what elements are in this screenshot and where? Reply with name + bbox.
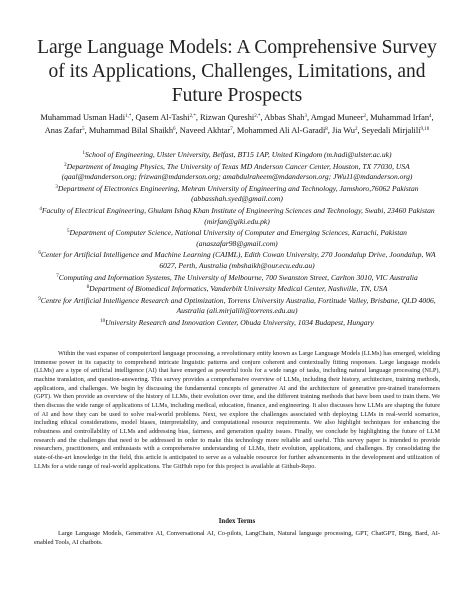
author-name: Anas Zafar: [44, 125, 83, 135]
affiliation: [30, 273, 444, 284]
author-affiliation-mark: 6: [173, 126, 176, 132]
index-terms: Large Language Models, Generative AI, Conversational AI, Co-pilots, LangChain, Natural language processing, GPT, ChatGPT, Bing, Bard, AI-enabled Tools, AI chatbots.: [34, 530, 440, 546]
affiliation: [30, 318, 444, 329]
affiliation: [30, 184, 444, 205]
author-name: Qasem Al-Tashi: [135, 113, 190, 122]
author-affiliation-mark: 1,*: [125, 114, 132, 119]
affiliation-number: 6: [38, 251, 41, 257]
affiliation-number: 10: [100, 318, 106, 324]
author-affiliation-mark: 2: [354, 126, 358, 132]
author: [362, 126, 430, 135]
author-name: Jia Wu: [331, 125, 355, 135]
affiliation-text: Department of Imaging Physics, The University of Texas MD Anderson Cancer Center, Houston, TX 77030, USA (qaal@mdanderson.org; frizwan@mdanderson.org; amabdulraheem@mdanderson.org; JWu11@mdanderson.org): [61, 161, 413, 182]
author-affiliation-mark: 2,*: [189, 114, 196, 119]
affiliation-text: Department of Biomedical Informatics, Vanderbilt University Medical Center, Nashville, TN, USA: [89, 284, 388, 294]
affiliation-number: 7: [56, 273, 59, 279]
title-line: Future Prospects: [171, 85, 303, 106]
affiliation-text: Center for Artificial Intelligence and Machine Learning (CAIML), Edith Cowan University, 270 Joondalup Drive, Joondalup, WA 6027, Perth, Australia (mbshaikh@our.ecu.edu.au): [40, 250, 436, 270]
author-affiliation-mark: 9,10: [420, 126, 430, 132]
affiliation-number: 4: [39, 206, 42, 212]
affiliation-text: Computing and Information Systems, The University of Melbourne, 700 Swanston Street, Carlton 3010, VIC Australia: [58, 272, 418, 282]
affiliation: [30, 296, 444, 317]
affiliation-text: School of Engineering, Ulster University, Belfast, BT15 1AP, United Kingdom (m.hadi@ulster.ac.uk): [84, 150, 392, 159]
author-affiliation-mark: 2,*: [254, 114, 261, 119]
affiliation: [30, 162, 444, 183]
affiliation: [30, 228, 444, 249]
author-name: Mohammed Ali Al-Garadi: [236, 125, 326, 135]
affiliation-number: 8: [86, 285, 90, 291]
author-name: Naveed Akhtar: [179, 125, 231, 135]
author-name: Amgad Muneer: [310, 113, 364, 122]
author: Rizwan Qureshi$^{2,*}$,: [200, 113, 263, 122]
author-name: Muhammad Bilal Shaikh: [88, 125, 174, 135]
affiliation-text: University Research and Innovation Center, Obuda University, 1034 Budapest, Hungary: [105, 317, 374, 327]
author-affiliation-mark: 5: [82, 126, 85, 132]
author-name: Abbas Shah: [264, 113, 305, 122]
author: Jia Wu$^2$,: [331, 125, 360, 135]
affiliation: [30, 206, 444, 227]
affiliation-text: Department of Electronics Engineering, Mehran University of Engineering and Technology, Jamshoro,76062 Pakistan (abbasshah.syed@gmail.com): [57, 183, 419, 204]
index-terms-heading: Index Terms: [218, 518, 256, 525]
author-affiliation-mark: 7: [230, 126, 233, 132]
author-affiliation-mark: 2: [363, 114, 366, 119]
affiliation-number: 9: [38, 296, 41, 302]
title-line: Large Language Models: A Comprehensive Survey: [37, 37, 437, 58]
author: Amgad Muneer$^2$,: [310, 113, 369, 122]
paper-title: [20, 36, 454, 108]
author: Abbas Shah$^3$,: [264, 113, 310, 122]
affiliation-number: 1: [82, 151, 85, 156]
author-list: [28, 112, 446, 137]
author: Mohammed Ali Al-Garadi$^8$,: [236, 125, 330, 135]
title-line: of its Applications, Challenges, Limitations, and: [48, 61, 426, 82]
author-name: Seyedali Mirjalili: [361, 125, 421, 135]
affiliation: [30, 250, 444, 271]
author-affiliation-mark: 8: [325, 126, 328, 132]
affiliation: [30, 150, 444, 161]
author-affiliation-mark: 4: [429, 114, 432, 119]
author-name: Muhammad Irfan: [370, 113, 430, 122]
affiliation-number: 3: [55, 184, 58, 190]
abstract-text: Within the vast expanse of computerized language processing, a revolutionary entity known as Large Language Models (LLMs) has emerged, wielding immense power in its capacity to comprehend intricate linguistic patterns and conjure coherent and contextually fitting responses. Large language models (LLMs) are a type of artificial intelligence (AI) that have emerged as powerful tools for a wide range of tasks, including natural language processing (NLP), machine translation, and question-answering. This survey provides a comprehensive overview of LLMs, including their history, architecture, training methods, applications, and challenges. We begin by discussing the fundamental concepts of generative AI and the architecture of generative pre-trained transformers (GPT). We then provide an overview of the history of LLMs, their evolution over time, and the different training methods that have been used to train them. We then discuss the wide range of applications of LLMs, including medical, education, finance, and engineering. It also discusses how LLMs are shaping the future of AI and how they can be used to solve real-world problems. Next, we explore the challenges associated with deploying LLMs in real-world scenarios, including ethical considerations, model biases, interpretability, and computational resource requirements. We also highlight techniques for enhancing the robustness and controllability of LLMs and addressing bias, fairness, and generation quality issues. Finally, we conclude by highlighting the future of LLM research and the challenges that need to be addressed in order to make this technology more reliable and useful. This survey paper is intended to provide researchers, practitioners, and enthusiasts with a comprehensive understanding of LLMs, their evolution, applications, and challenges. By consolidating the state-of-the-art knowledge in the field, this article is anticipated to serve as a valuable resource for further advancements in the development and utilization of LLMs for a wide range of real-world applications. The GitHub repo for this project is available at Github-Repo.: [34, 350, 440, 470]
author: Qasem Al-Tashi$^{2,*}$,: [135, 113, 198, 122]
author: Muhammad Usman Hadi$^{1,*}$,: [40, 113, 134, 122]
author: Anas Zafar$^5$,: [44, 125, 87, 135]
affiliation: [30, 284, 444, 295]
abstract: [34, 350, 440, 471]
author-name: Rizwan Qureshi: [200, 113, 255, 122]
affiliation-text: Centre for Artificial Intelligence Research and Optimization, Torrens University Australia, Fortitude Valley, Brisbane, QLD 4006, Australia (ali.mirjalili@torrens.edu.au): [40, 295, 436, 316]
affiliation-text: Faculty of Electrical Engineering, Ghulam Ishaq Khan Institute of Engineering Sciences and Technology, Swabi, 23460 Pakistan (mirfan@giki.edu.pk): [41, 205, 435, 226]
author: Muhammad Bilal Shaikh$^6$,: [88, 125, 178, 135]
author: Muhammad Irfan$^4$,: [370, 113, 434, 122]
author: Naveed Akhtar$^7$,: [179, 125, 235, 135]
affiliation-number: 2: [64, 162, 67, 168]
author-name: Muhammad Usman Hadi: [40, 113, 126, 122]
affiliation-list: [30, 150, 444, 329]
affiliation-number: 5: [67, 229, 70, 235]
affiliation-text: Department of Computer Science, National University of Computer and Emerging Sciences, Karachi, Pakistan (anaszafar98@gmail.com): [69, 228, 407, 248]
author-affiliation-mark: 3: [304, 114, 307, 119]
